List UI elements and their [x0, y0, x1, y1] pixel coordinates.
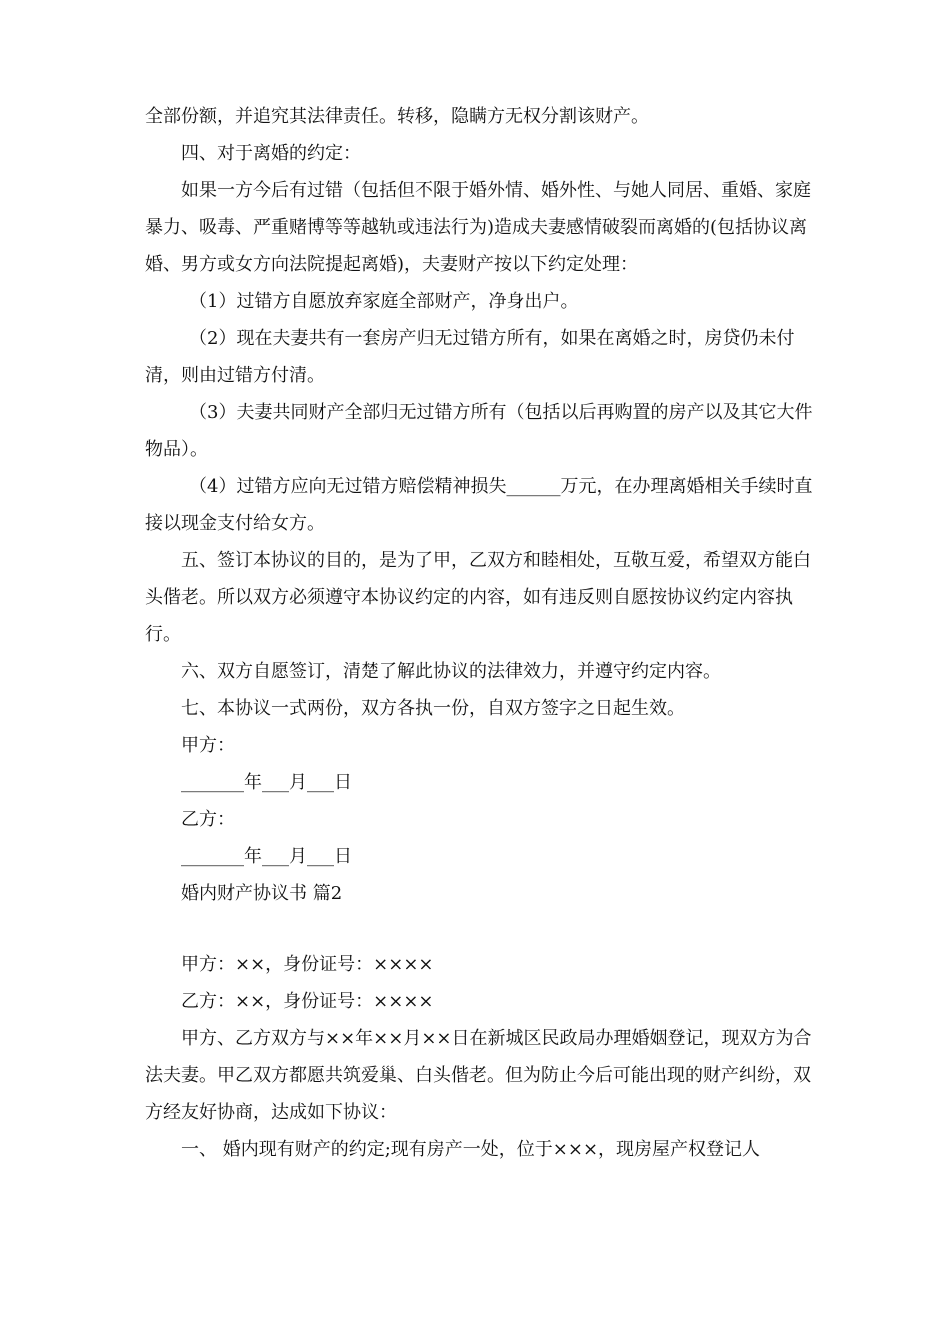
- document-section-title: 婚内财产协议书 篇2: [181, 883, 343, 904]
- section-heading-divorce: 四、对于离婚的约定：: [181, 143, 361, 164]
- paragraph-property-share: 全部份额，并追究其法律责任。转移，隐瞒方无权分割该财产。: [145, 106, 649, 127]
- clause-item-1: （1）过错方自愿放弃家庭全部财产，净身出户。: [189, 291, 579, 312]
- blank-spacer: [145, 912, 815, 946]
- clause-item-3: （3）夫妻共同财产全部归无过错方所有（包括以后再购置的房产以及其它大件物品）。: [145, 402, 813, 460]
- clause-item-4: （4）过错方应向无过错方赔偿精神损失______万元，在办理离婚相关手续时直接以现金支付给女方。: [145, 476, 813, 534]
- document-body: [145, 98, 815, 1168]
- party-b-signature-label: 乙方：: [181, 809, 235, 830]
- paragraph-marriage-registration: 甲方、乙方双方与××年××月××日在新城区民政局办理婚姻登记，现双方为合法夫妻。甲乙双方都愿共筑爱巢、白头偕老。但为防止今后可能出现的财产纠纷，双方经友好协商，达成如下协议：: [145, 1028, 812, 1123]
- section-six-voluntary: 六、双方自愿签订，清楚了解此协议的法律效力，并遵守约定内容。: [181, 661, 721, 682]
- party-b-id-line: 乙方：××，身份证号：××××: [181, 991, 434, 1012]
- party-a-signature-label: 甲方：: [181, 735, 235, 756]
- clause-existing-property: 一、 婚内现有财产的约定;现有房产一处，位于×××，现房屋产权登记人: [181, 1139, 761, 1160]
- party-b-date-line: _______年___月___日: [181, 846, 352, 867]
- paragraph-fault-clause: 如果一方今后有过错（包括但不限于婚外情、婚外性、与她人同居、重婚、家庭暴力、吸毒、严重赌博等等越轨或违法行为)造成夫妻感情破裂而离婚的(包括协议离婚、男方或女方向法院提起离婚)，夫妻财产按以下约定处理：: [145, 180, 811, 275]
- section-five-purpose: 五、签订本协议的目的，是为了甲，乙双方和睦相处，互敬互爱，希望双方能白头偕老。所以双方必须遵守本协议约定的内容，如有违反则自愿按协议约定内容执行。: [145, 550, 811, 645]
- party-a-id-line: 甲方：××，身份证号：××××: [181, 954, 434, 975]
- party-a-date-line: _______年___月___日: [181, 772, 352, 793]
- section-seven-copies: 七、本协议一式两份，双方各执一份，自双方签字之日起生效。: [181, 698, 685, 719]
- clause-item-2: （2）现在夫妻共有一套房产归无过错方所有，如果在离婚之时，房贷仍未付清，则由过错方付清。: [145, 328, 795, 386]
